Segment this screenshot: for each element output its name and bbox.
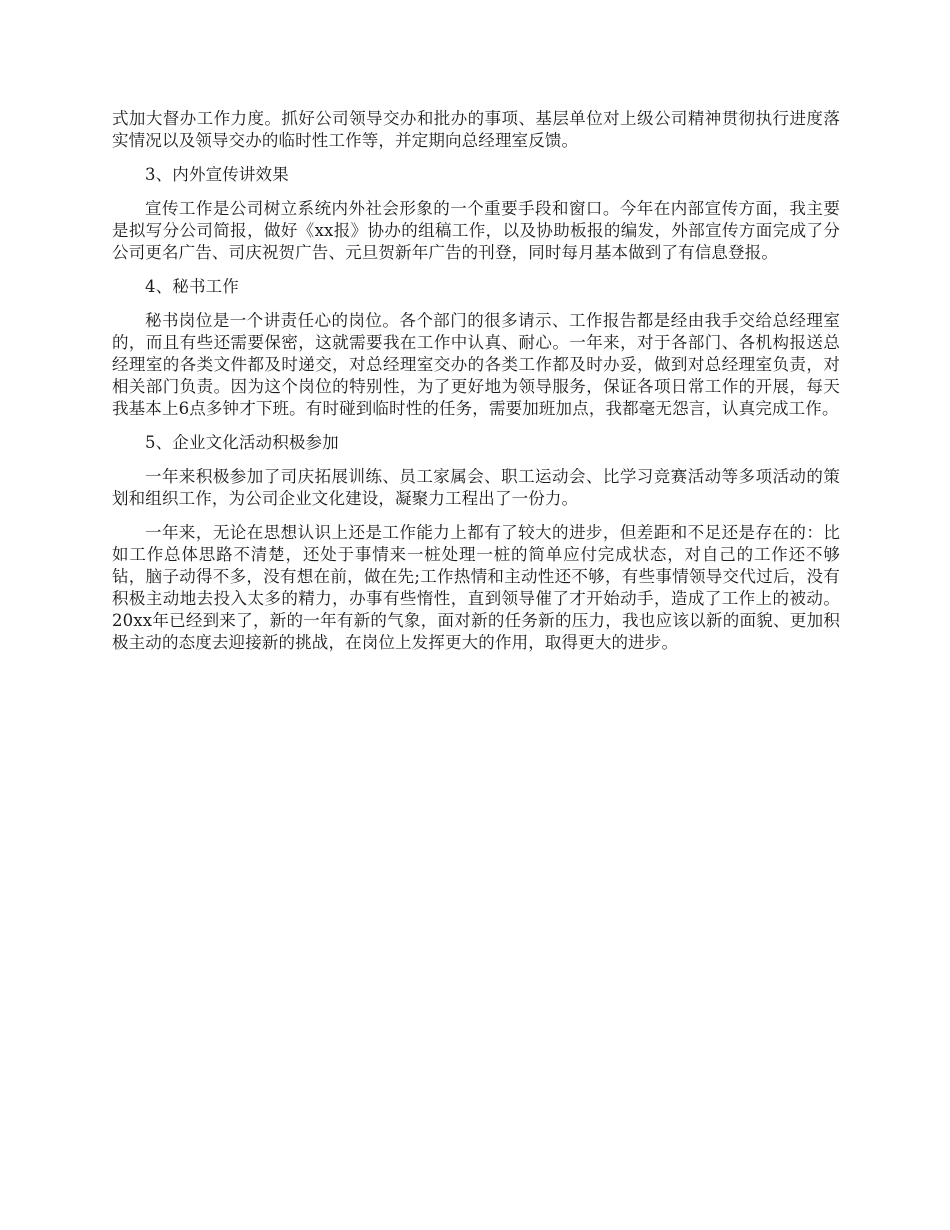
document-page: [112, 108, 840, 666]
paragraph-continuation: 式加大督办工作力度。抓好公司领导交办和批办的事项、基层单位对上级公司精神贯彻执行进度落实情况以及领导交办的临时性工作等，并定期向总经理室反馈。: [112, 109, 840, 150]
section-heading-publicity: 3、内外宣传讲效果: [145, 165, 289, 184]
section-heading-culture: 5、企业文化活动积极参加: [145, 433, 339, 452]
paragraph-culture: 一年来积极参加了司庆拓展训练、员工家属会、职工运动会、比学习竞赛活动等多项活动的策划和组织工作，为公司企业文化建设，凝聚力工程出了一份力。: [112, 467, 840, 508]
paragraph-summary: 一年来，无论在思想认识上还是工作能力上都有了较大的进步，但差距和不足还是存在的：比如工作总体思路不清楚，还处于事情来一桩处理一桩的简单应付完成状态，对自己的工作还不够钻，脑子动得不多，没有想在前，做在先;工作热情和主动性还不够，有些事情领导交代过后，没有积极主动地去投入太多的精力，办事有些惰性，直到领导催了才开始动手，造成了工作上的被动。20xx年已经到来了，新的一年有新的气象，面对新的任务新的压力，我也应该以新的面貌、更加积极主动的态度去迎接新的挑战，在岗位上发挥更大的作用，取得更大的进步。: [112, 523, 840, 652]
paragraph-publicity: 宣传工作是公司树立系统内外社会形象的一个重要手段和窗口。今年在内部宣传方面，我主要是拟写分公司简报，做好《xx报》协办的组稿工作，以及协助板报的编发，外部宣传方面完成了分公司更名广告、司庆祝贺广告、元旦贺新年广告的刊登，同时每月基本做到了有信息登报。: [112, 199, 840, 262]
paragraph-secretary: 秘书岗位是一个讲责任心的岗位。各个部门的很多请示、工作报告都是经由我手交给总经理室的，而且有些还需要保密，这就需要我在工作中认真、耐心。一年来，对于各部门、各机构报送总经理室的各类文件都及时递交，对总经理室交办的各类工作都及时办妥，做到对总经理室负责，对相关部门负责。因为这个岗位的特别性，为了更好地为领导服务，保证各项日常工作的开展，每天我基本上6点多钟才下班。有时碰到临时性的任务，需要加班加点，我都毫无怨言，认真完成工作。: [112, 311, 840, 418]
section-heading-secretary: 4、秘书工作: [145, 277, 239, 296]
